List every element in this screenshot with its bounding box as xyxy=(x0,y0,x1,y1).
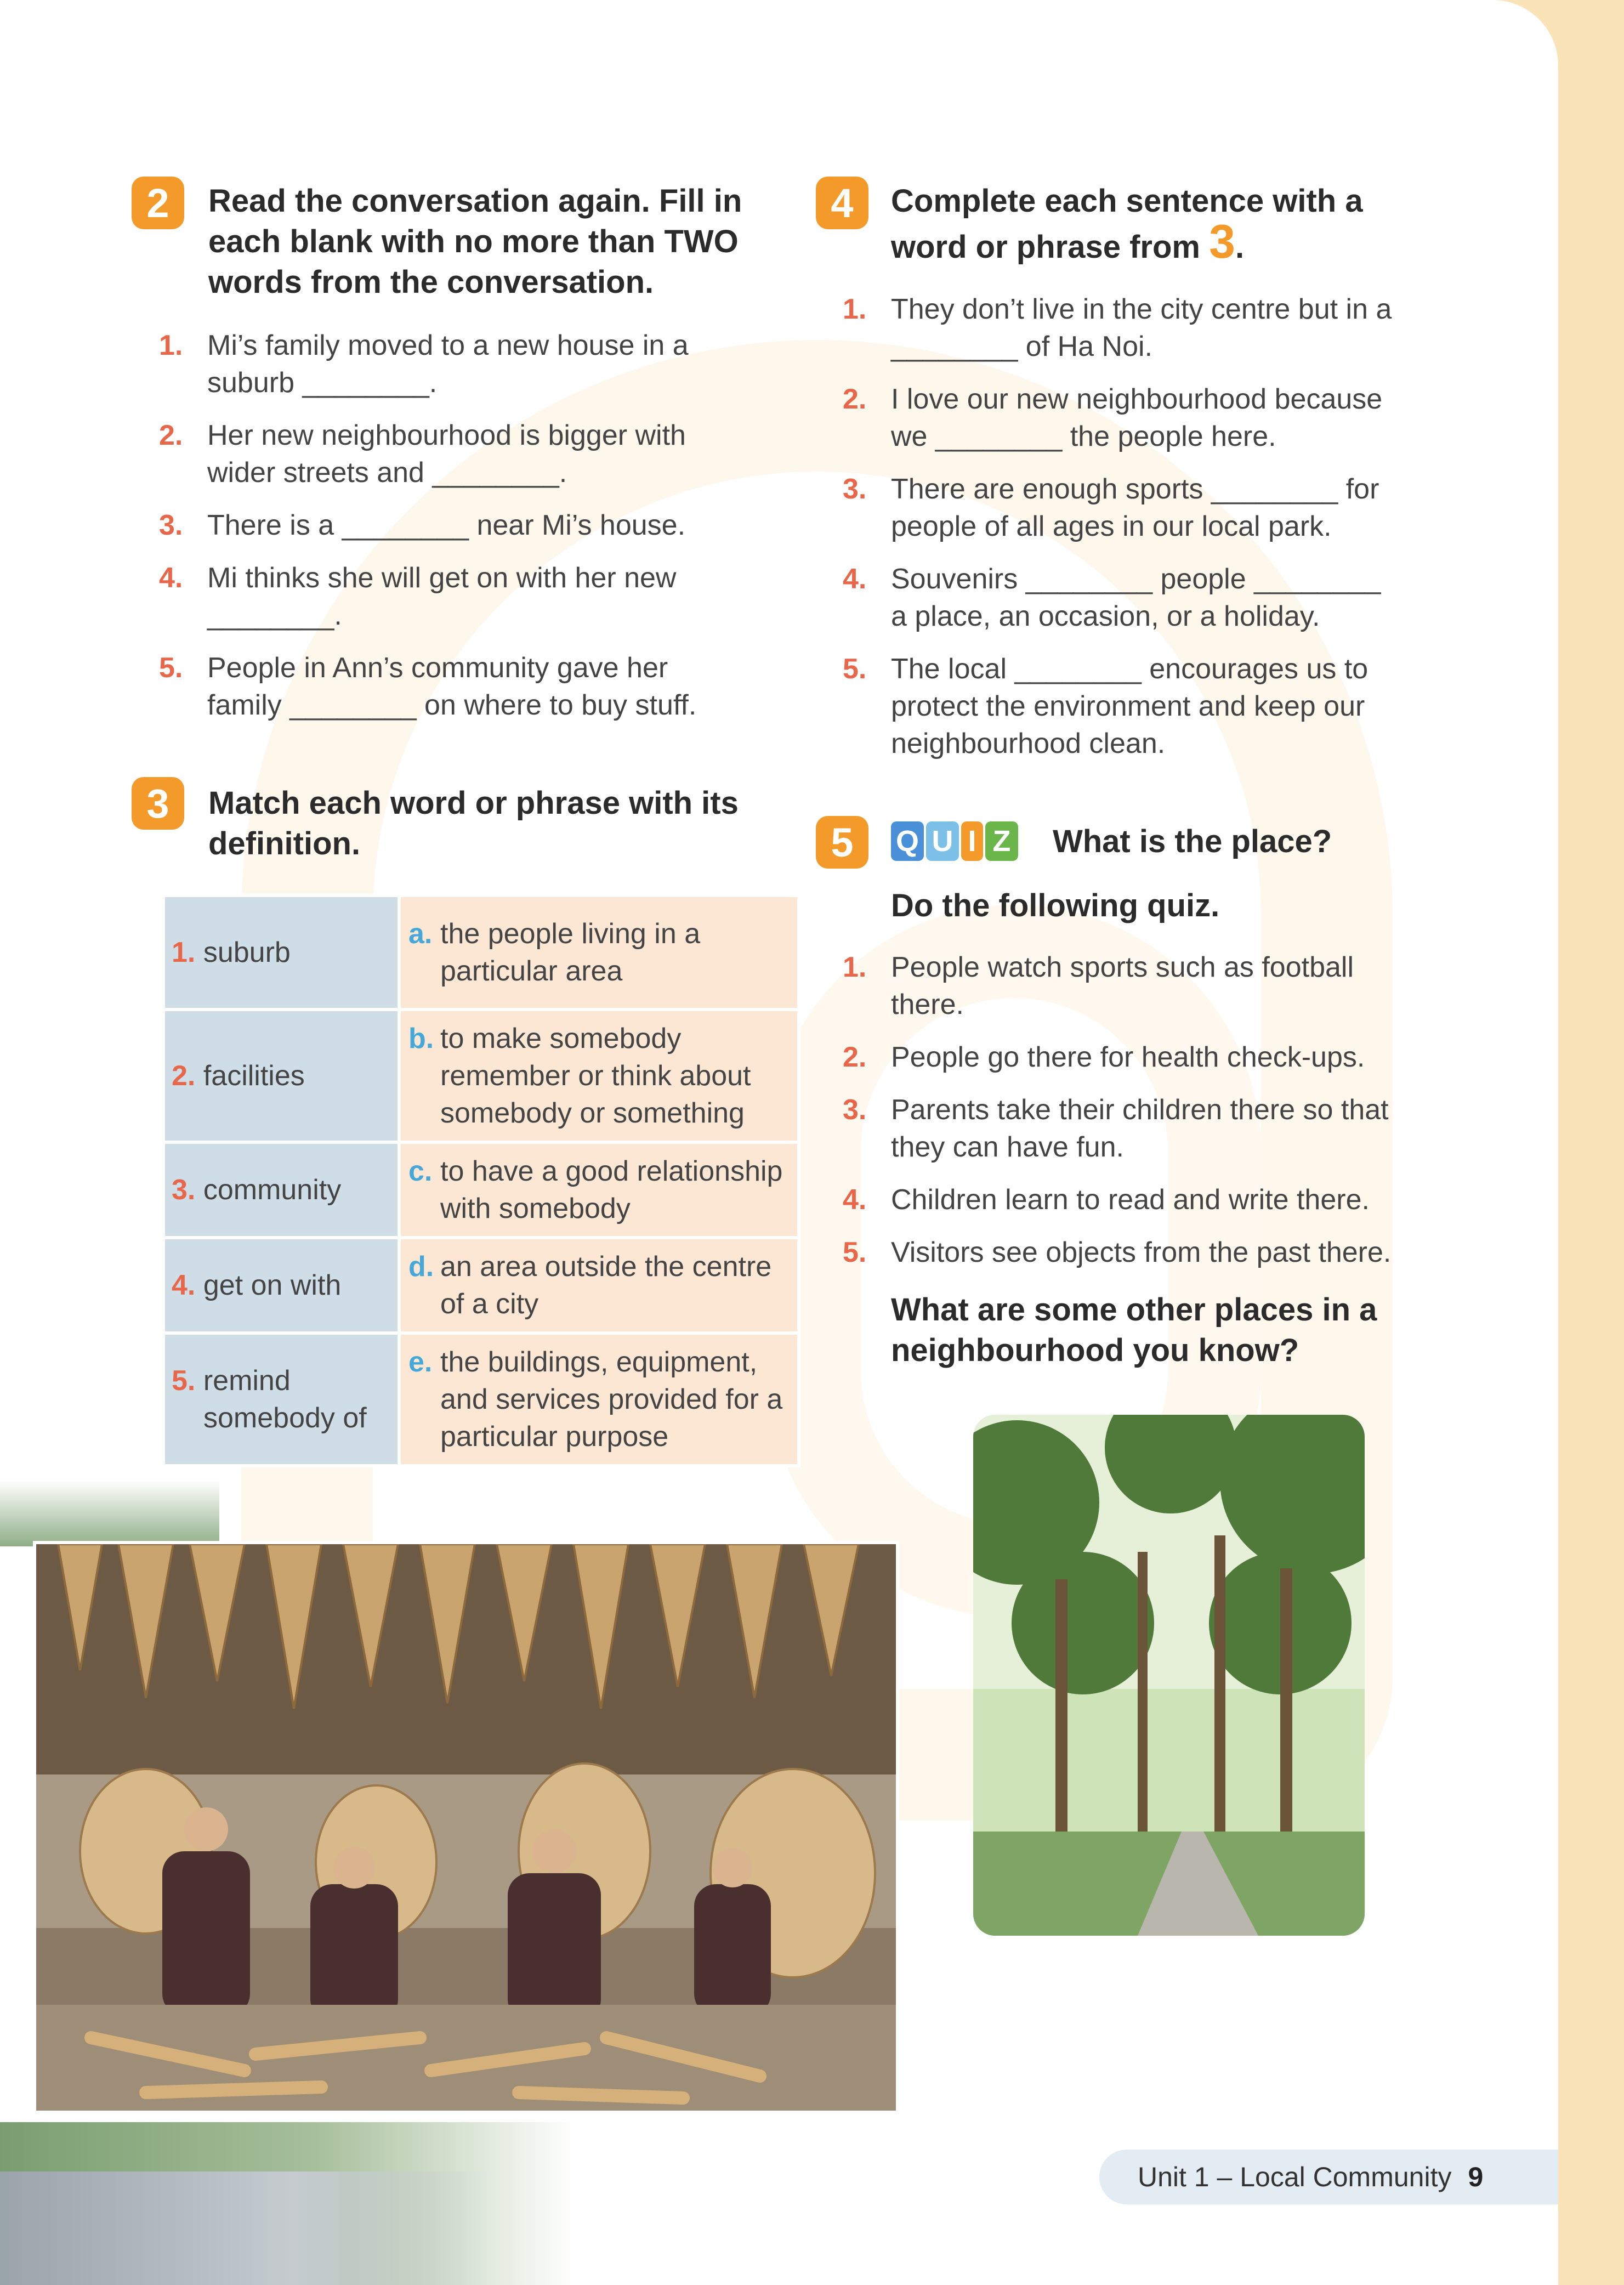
list-item xyxy=(159,507,811,544)
page-footer xyxy=(1099,2150,1558,2204)
definition-cell xyxy=(399,1010,799,1142)
item-number: 3. xyxy=(843,473,867,505)
exercise-2-title-line: Read the conversation again. Fill in xyxy=(208,183,742,219)
quiz-letter: U xyxy=(926,821,959,861)
definition-text: to make somebody remember or think about somebody or something xyxy=(440,1023,751,1129)
item-line: there. xyxy=(891,989,964,1020)
item-line: people of all ages in our local park. xyxy=(891,511,1332,542)
exercise-4-title-line xyxy=(891,216,1494,268)
item-line: People go there for health check-ups. xyxy=(891,1041,1365,1073)
item-number: 5. xyxy=(843,653,867,685)
word-cell xyxy=(163,1142,399,1238)
item-line: they can have fun. xyxy=(891,1131,1124,1163)
list-item xyxy=(843,1234,1479,1271)
item-number: 4. xyxy=(843,563,867,595)
word-text: suburb xyxy=(203,937,291,968)
park-photo xyxy=(973,1415,1365,1936)
word-text: community xyxy=(203,1174,342,1206)
table-row xyxy=(163,1333,799,1466)
list-item xyxy=(843,650,1479,762)
definition-text: an area outside the centre of a city xyxy=(440,1251,772,1320)
word-cell xyxy=(163,895,399,1010)
item-line: family ________ on where to buy stuff. xyxy=(207,689,697,721)
item-line: Mi thinks she will get on with her new xyxy=(207,562,677,594)
exercise-4-title xyxy=(891,181,1494,268)
item-number: 5. xyxy=(159,652,183,684)
item-line: ________ of Ha Noi. xyxy=(891,331,1153,362)
exercise-4-list xyxy=(843,291,1479,778)
exercise-3-title xyxy=(208,783,828,864)
definition-cell xyxy=(399,1333,799,1466)
item-line: a place, an occasion, or a holiday. xyxy=(891,600,1320,632)
list-item xyxy=(843,949,1479,1023)
leaves-decoration xyxy=(0,1481,219,1546)
item-number: 2. xyxy=(843,383,867,415)
exercise-3-title-line: definition. xyxy=(208,826,361,861)
item-number: 3. xyxy=(843,1094,867,1126)
word-number: 5. xyxy=(172,1365,196,1397)
item-line: protect the environment and keep our xyxy=(891,690,1365,722)
item-line: I love our new neighbourhood because xyxy=(891,383,1383,415)
item-number: 5. xyxy=(843,1237,867,1268)
list-item xyxy=(843,1091,1479,1166)
title-text: word or phrase from xyxy=(891,229,1210,265)
item-line: Children learn to read and write there. xyxy=(891,1184,1370,1216)
road-decoration xyxy=(0,2171,493,2285)
exercise-2-title xyxy=(208,181,828,303)
exercise-2-number: 2 xyxy=(132,177,184,229)
word-number: 3. xyxy=(172,1174,196,1206)
page-corner xyxy=(1492,0,1558,66)
list-item xyxy=(159,327,811,401)
item-line: People in Ann’s community gave her xyxy=(207,652,668,684)
word-text: get on with xyxy=(203,1269,342,1301)
craft-village-photo xyxy=(33,1541,899,2114)
definition-text: to have a good relationship with somebody xyxy=(440,1155,783,1224)
matching-table xyxy=(162,894,800,1467)
quiz-letter: Z xyxy=(985,821,1018,861)
item-line: Her new neighbourhood is bigger with xyxy=(207,419,686,451)
list-item xyxy=(843,560,1479,635)
item-line: People watch sports such as football xyxy=(891,951,1354,983)
definition-text: the people living in a particular area xyxy=(440,918,701,987)
exercise-5-closing-question xyxy=(891,1290,1494,1371)
item-line: we ________ the people here. xyxy=(891,421,1276,452)
list-item xyxy=(843,1181,1479,1218)
item-line: There are enough sports ________ for xyxy=(891,473,1379,505)
table-row xyxy=(163,1142,799,1238)
definition-cell xyxy=(399,1142,799,1238)
side-band xyxy=(1558,0,1624,2285)
definition-text: the buildings, equipment, and services provided for a particular purpose xyxy=(440,1346,783,1453)
park-illustration xyxy=(973,1415,1365,1936)
item-number: 2. xyxy=(843,1041,867,1073)
quiz-letter: Q xyxy=(891,821,924,861)
word-cell xyxy=(163,1238,399,1333)
item-line: Souvenirs ________ people ________ xyxy=(891,563,1381,595)
table-row xyxy=(163,1010,799,1142)
exercise-2-title-line: words from the conversation. xyxy=(208,264,654,300)
item-number: 1. xyxy=(843,951,867,983)
item-number: 4. xyxy=(159,562,183,594)
list-item xyxy=(843,381,1479,455)
item-line: neighbourhood clean. xyxy=(891,728,1166,759)
item-number: 3. xyxy=(159,509,183,541)
quiz-badge xyxy=(891,821,1020,861)
list-item xyxy=(159,559,811,634)
word-number: 4. xyxy=(172,1269,196,1301)
list-item xyxy=(843,291,1479,365)
definition-letter: b. xyxy=(408,1023,434,1054)
definition-cell xyxy=(399,1238,799,1333)
word-cell xyxy=(163,1333,399,1466)
definition-cell xyxy=(399,895,799,1010)
unit-label: Unit 1 – Local Community xyxy=(1138,2162,1452,2192)
item-number: 2. xyxy=(159,419,183,451)
item-line: ________. xyxy=(207,599,342,631)
item-line: suburb ________. xyxy=(207,367,438,399)
exercise-2-list xyxy=(159,327,811,739)
quiz-letter: I xyxy=(961,821,983,861)
item-number: 1. xyxy=(843,293,867,325)
word-text: facilities xyxy=(203,1060,305,1092)
list-item xyxy=(843,470,1479,545)
exercise-2-title-line: each blank with no more than TWO xyxy=(208,224,739,259)
item-line: Visitors see objects from the past there. xyxy=(891,1237,1392,1268)
word-text: remind somebody of xyxy=(203,1365,367,1434)
word-cell xyxy=(163,1010,399,1142)
word-number: 1. xyxy=(172,937,196,968)
table-row xyxy=(163,1238,799,1333)
list-item xyxy=(843,1039,1479,1076)
item-line: Parents take their children there so that xyxy=(891,1094,1389,1126)
exercise-3-number: 3 xyxy=(132,777,184,830)
exercise-5-title: What is the place? xyxy=(1053,824,1332,859)
title-text: . xyxy=(1235,229,1245,265)
closing-line: neighbourhood you know? xyxy=(891,1333,1299,1368)
definition-letter: c. xyxy=(408,1155,433,1187)
exercise-4-number: 4 xyxy=(816,177,868,229)
item-number: 4. xyxy=(843,1184,867,1216)
title-reference-number: 3 xyxy=(1209,216,1235,268)
closing-line: What are some other places in a xyxy=(891,1292,1377,1328)
definition-letter: a. xyxy=(408,918,433,950)
item-line: The local ________ encourages us to xyxy=(891,653,1369,685)
item-line: wider streets and ________. xyxy=(207,457,567,489)
exercise-5-number: 5 xyxy=(816,816,868,869)
exercise-3-title-line: Match each word or phrase with its xyxy=(208,785,739,821)
page-number: 9 xyxy=(1468,2162,1484,2192)
list-item xyxy=(159,417,811,491)
definition-letter: e. xyxy=(408,1346,433,1378)
craft-village-illustration xyxy=(36,1544,896,2111)
exercise-5-list xyxy=(843,949,1479,1286)
item-line: Mi’s family moved to a new house in a xyxy=(207,330,689,361)
exercise-4-title-line: Complete each sentence with a xyxy=(891,183,1363,219)
exercise-5-subtitle: Do the following quiz. xyxy=(891,888,1220,923)
item-line: There is a ________ near Mi’s house. xyxy=(207,509,686,541)
word-number: 2. xyxy=(172,1060,196,1092)
table-row xyxy=(163,895,799,1010)
list-item xyxy=(159,649,811,724)
item-line: They don’t live in the city centre but in a xyxy=(891,293,1392,325)
definition-letter: d. xyxy=(408,1251,434,1283)
item-number: 1. xyxy=(159,330,183,361)
